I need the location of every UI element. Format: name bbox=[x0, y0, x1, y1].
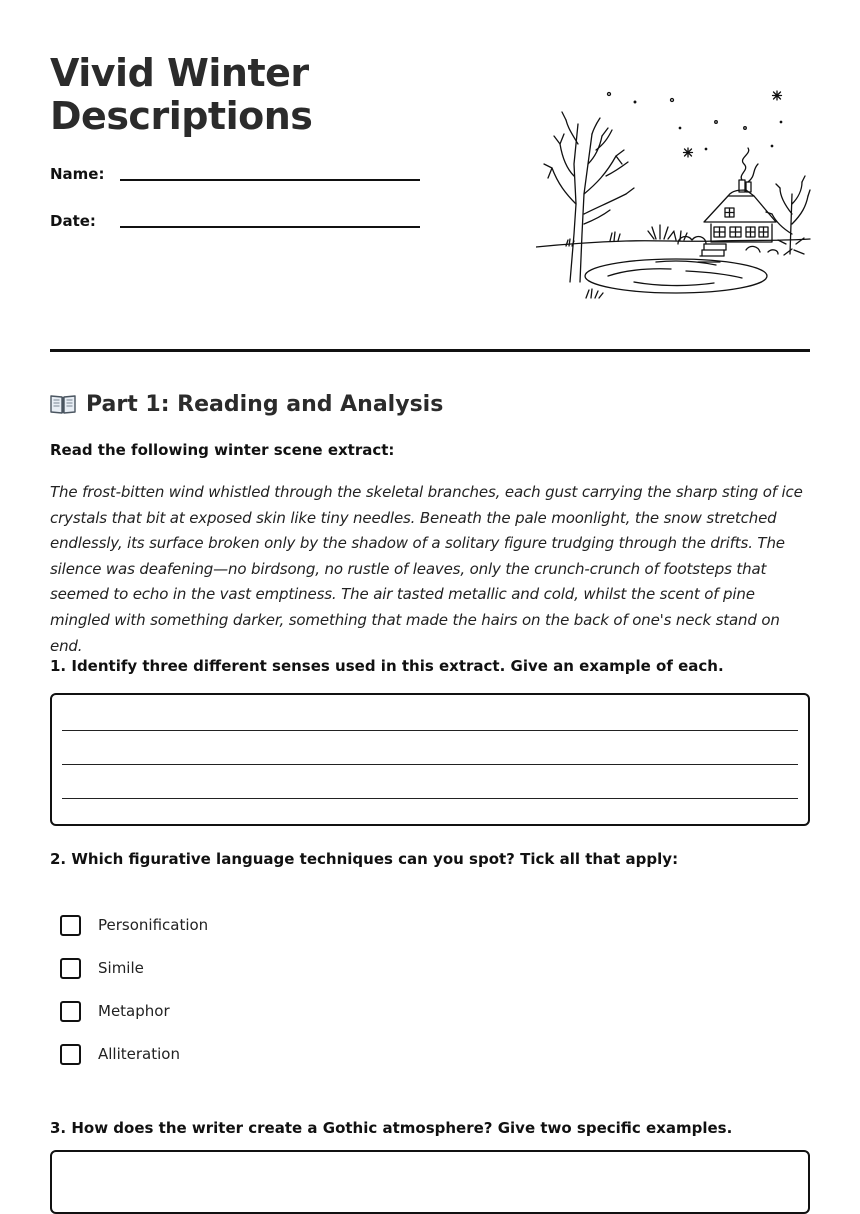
option-label: Alliteration bbox=[98, 1045, 180, 1063]
winter-extract: The frost-bitten wind whistled through the skeletal branches, each gust carrying the sharp sting of ice crystals that bit at exposed skin like tiny needles. Beneath the pale moonlight, the snow stretched endlessly, its surface broken only by the shadow of a solitary figure trudging through the drifts. The silence was deafening—no birdsong, no rustle of leaves, only the crunch-crunch of footsteps that seemed to echo in the vast emptiness. The air tasted metallic and cold, whilst the scent of pine mingled with something darker, something that made the hairs on the back of one's neck stand on end. bbox=[50, 483, 803, 655]
question-3: 3. How does the writer create a Gothic atmosphere? Give two specific examples. bbox=[50, 1119, 733, 1137]
page-title: Vivid Winter Descriptions bbox=[50, 51, 313, 138]
reading-instruction: Read the following winter scene extract: bbox=[50, 441, 395, 459]
part1-heading bbox=[50, 389, 443, 419]
winter-cottage-illustration bbox=[536, 84, 812, 304]
answer-box-question-3[interactable] bbox=[50, 1150, 810, 1214]
section-title: Part 1: Reading and Analysis bbox=[86, 391, 444, 417]
name-label: Name: bbox=[50, 165, 105, 183]
date-label: Date: bbox=[50, 212, 96, 230]
checkbox[interactable] bbox=[60, 1044, 81, 1065]
option-label: Personification bbox=[98, 916, 209, 934]
checkbox[interactable] bbox=[60, 958, 81, 979]
option-label: Metaphor bbox=[98, 1002, 170, 1020]
answer-line bbox=[62, 798, 798, 799]
checkbox[interactable] bbox=[60, 915, 81, 936]
answer-line bbox=[62, 764, 798, 765]
checkbox[interactable] bbox=[60, 1001, 81, 1022]
date-write-line[interactable] bbox=[120, 226, 420, 228]
name-write-line[interactable] bbox=[120, 179, 420, 181]
option-label: Simile bbox=[98, 959, 144, 977]
question-2: 2. Which figurative language techniques can you spot? Tick all that apply: bbox=[50, 850, 679, 868]
question-1: 1. Identify three different senses used in this extract. Give an example of each. bbox=[50, 657, 724, 675]
header-divider bbox=[50, 349, 810, 352]
answer-box-question-1[interactable] bbox=[50, 693, 810, 826]
book-icon bbox=[50, 393, 76, 415]
answer-line bbox=[62, 730, 798, 731]
